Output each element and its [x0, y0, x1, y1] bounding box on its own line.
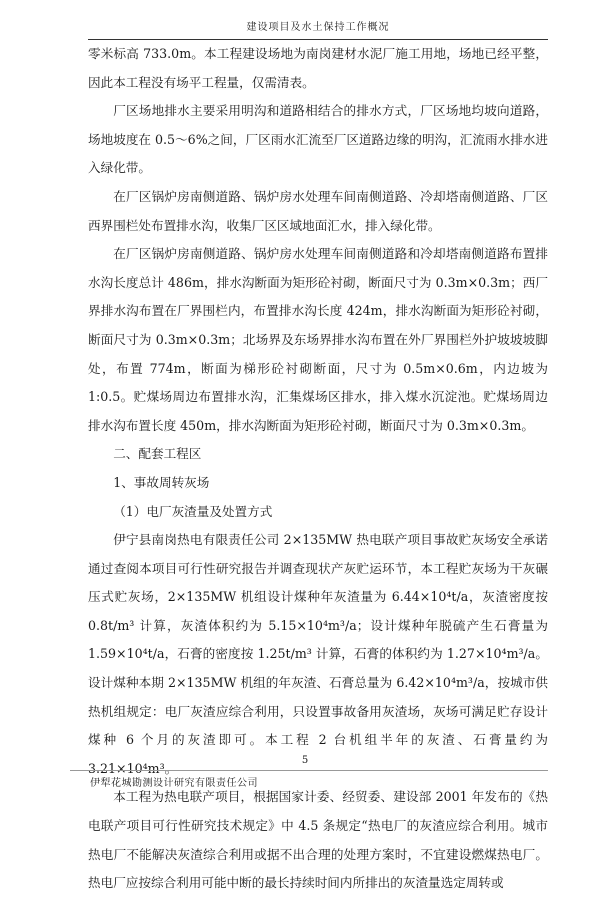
subsection-heading-ash-yard: 1、事故周转灰场: [113, 474, 210, 490]
paragraph-ash-quantity: 伊宁县南岗热电有限责任公司 2×135MW 热电联产项目事故贮灰场安全承诺通过查阅本项目可行性研究报告并调查现状产灰贮运环节，本工程贮灰场为干灰碾压式贮灰场，2×135MW 机组设计煤种年灰渣量为 6.44×10⁴t/a，灰渣密度按 0.8t/m³ 计算，灰渣体积约为 5.15×10⁴m³/a；设计煤种年脱硫产生石膏量为 1.59×10⁴t/a，石膏的密度按 1.25t/m³ 计算，石膏的体积约为 1.27×10⁴m³/a。设计煤种本期 2×135MW 机组的年灰渣、石膏总量为 6.42×10⁴m³/a，按城市供热机组规定：电厂灰渣应综合利用，只设置事故备用灰渣场，灰场可满足贮存设计煤种 6 个月的灰渣即可。本工程 2 台机组半年的灰渣、石膏量约为 3.21×10⁴m³。: [88, 532, 548, 776]
subsection-heading-ash-disposal: （1）电厂灰渣量及处置方式: [113, 503, 273, 519]
footer-company: 伊犁花城勘测设计研究有限责任公司: [90, 778, 258, 789]
page-number: 5: [301, 755, 309, 766]
section-heading-supporting-works: 二、配套工程区: [113, 446, 202, 462]
paragraph-site-elevation: 零米标高 733.0m。本工程建设场地为南岗建材水泥厂施工用地，场地已经平整，因此本工程没有场平工程量，仅需清表。: [88, 46, 548, 90]
paragraph-drainage-method: 厂区场地排水主要采用明沟和道路相结合的排水方式，厂区场地均坡向道路，场地坡度在 0.5～6%之间，厂区雨水汇流至厂区道路边缘的明沟，汇流雨水排水进入绿化带。: [88, 103, 548, 176]
paragraph-drainage-dimensions: 在厂区锅炉房南侧道路、锅炉房水处理车间南侧道路和冷却塔南侧道路布置排水沟长度总计 486m，排水沟断面为矩形砼衬砌，断面尺寸为 0.3m×0.3m；西厂界排水沟布置在厂界围栏内，布置排水沟长度 424m，排水沟断面为矩形砼衬砌，断面尺寸为 0.3m×0.3m；北场界及东场界排水沟布置在外厂界围栏外护坡坡坡脚处，布置 774m，断面为梯形砼衬砌断面，尺寸为 0.5m×0.6m，内边坡为 1:0.5。贮煤场周边布置排水沟，汇集煤场区排水，排入煤水沉淀池。贮煤场周边排水沟布置长度 450m，排水沟断面为矩形砼衬砌，断面尺寸为 0.3m×0.3m。: [88, 246, 548, 433]
paragraph-regulation: 本工程为热电联产项目，根据国家计委、经贸委、建设部 2001 年发布的《热电联产项目可行性研究技术规定》中 4.5 条规定“热电厂的灰渣应综合利用。城市热电厂不能解决灰渣综合利用或据不出合理的处理方案时，不宜建设燃煤热电厂。热电厂应按综合利用可能中断的最长持续时间内所排出的灰渣量选定周转或: [88, 789, 548, 891]
header-title: 建设项目及水土保持工作概况: [246, 22, 390, 33]
paragraph-drainage-layout: 在厂区锅炉房南侧道路、锅炉房水处理车间南侧道路、冷却塔南侧道路、厂区西界围栏处布置排水沟，收集厂区区域地面汇水，排入绿化带。: [88, 188, 548, 233]
footer-divider: [70, 770, 548, 771]
page-header: [88, 18, 548, 40]
